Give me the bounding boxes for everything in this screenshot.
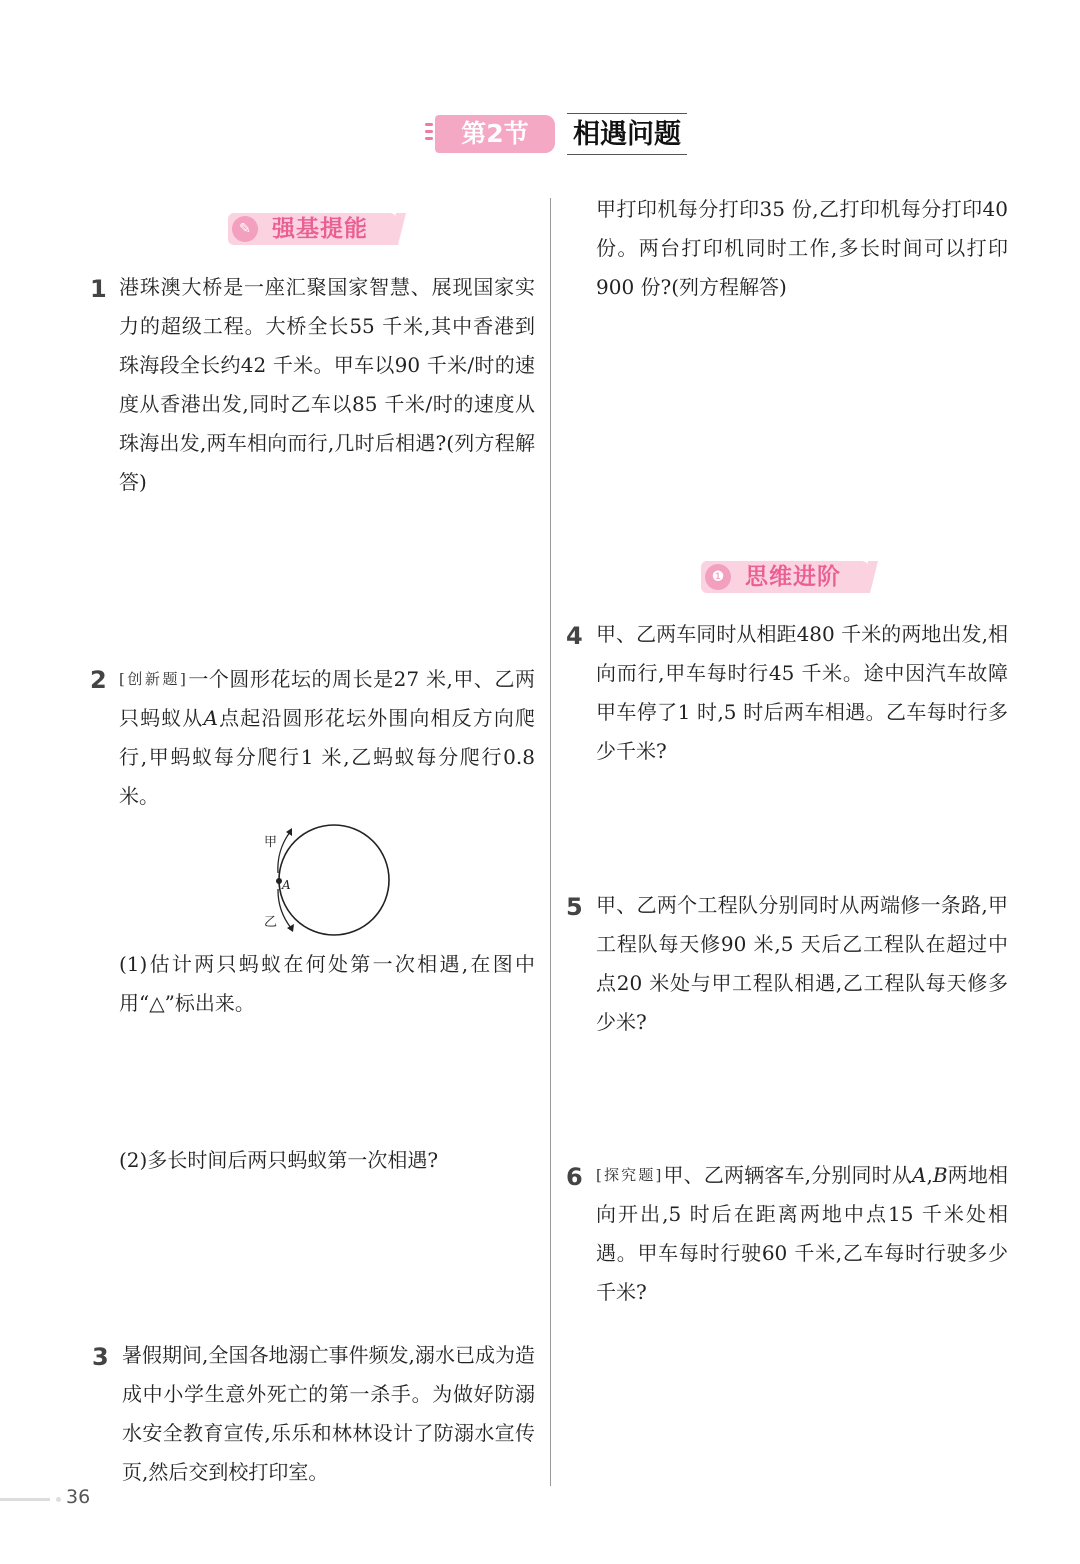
column-divider	[550, 198, 551, 1486]
problem-number: 2	[90, 666, 107, 694]
section-number-badge: 第2节	[435, 115, 555, 153]
problem-tag: [创新题]	[119, 670, 188, 688]
problem-number: 6	[566, 1163, 583, 1191]
point-a-label: A	[282, 878, 291, 892]
page-title: 相遇问题	[567, 113, 687, 155]
problem-4-text: 甲、乙两车同时从相距480 千米的两地出发,相向而行,甲车每时行45 千米。途中因汽车故障甲车停了1 时,5 时后两车相遇。乙车每时行多少千米?	[596, 622, 1008, 763]
problem-1-text: 港珠澳大桥是一座汇聚国家智慧、展现国家实力的超级工程。大桥全长55 千米,其中香港到珠海段全长约42 千米。甲车以90 千米/时的速度从香港出发,同时乙车以85 千米/时的速度从珠海出发,两车相向而行,几时后相遇?(列方程解答)	[119, 275, 535, 494]
problem-2-sub1: (1)估计两只蚂蚁在何处第一次相遇,在图中用“△”标出来。	[119, 952, 535, 1015]
problem-5-text: 甲、乙两个工程队分别同时从两端修一条路,甲工程队每天修90 米,5 天后乙工程队在超过中点20 米处与甲工程队相遇,乙工程队每天修多少米?	[596, 893, 1008, 1034]
page-number: 36	[66, 1486, 91, 1508]
section-advanced-badge	[701, 561, 868, 593]
problem-6-text: [探究题]甲、乙两辆客车,分别同时从A,B两地相向开出,5 时后在距离两地中点15 千米处相遇。甲车每时行驶60 千米,乙车每时行驶多少千米?	[596, 1163, 1009, 1304]
flowerbed-circle-diagram	[255, 818, 400, 936]
problem-number: 4	[566, 622, 583, 650]
problem-number: 5	[566, 893, 583, 921]
problem-3-text: 暑假期间,全国各地溺亡事件频发,溺水已成为造成中小学生意外死亡的第一杀手。为做好防溺水安全教育宣传,乐乐和林林设计了防溺水宣传页,然后交到校打印室。	[122, 1343, 535, 1484]
section-basic-label: 强基提能	[272, 216, 368, 242]
problem-number: 1	[90, 275, 107, 303]
ant-yi-label: 乙	[264, 915, 278, 930]
pencil-icon: ✎	[232, 216, 258, 242]
problem-2-text: [创新题]一个圆形花坛的周长是27 米,甲、乙两只蚂蚁从A点起沿圆形花坛外围向相反方向爬行,甲蚂蚁每分爬行1 米,乙蚂蚁每分爬行0.8 米。	[119, 667, 536, 808]
problem-2-sub2: (2)多长时间后两只蚂蚁第一次相遇?	[119, 1148, 439, 1172]
ant-jia-label: 甲	[264, 835, 278, 850]
problem-3-continued: 甲打印机每分打印35 份,乙打印机每分打印40 份。两台打印机同时工作,多长时间可以打印900 份?(列方程解答)	[596, 197, 1008, 299]
footer-rule	[0, 1498, 50, 1501]
footer-dot	[56, 1497, 61, 1502]
section-basic-badge	[228, 213, 396, 245]
medal-icon: ❶	[705, 564, 731, 590]
problem-tag: [探究题]	[596, 1166, 664, 1184]
section-advanced-label: 思维进阶	[745, 564, 841, 590]
title-decoration	[425, 121, 435, 143]
problem-number: 3	[92, 1343, 109, 1371]
